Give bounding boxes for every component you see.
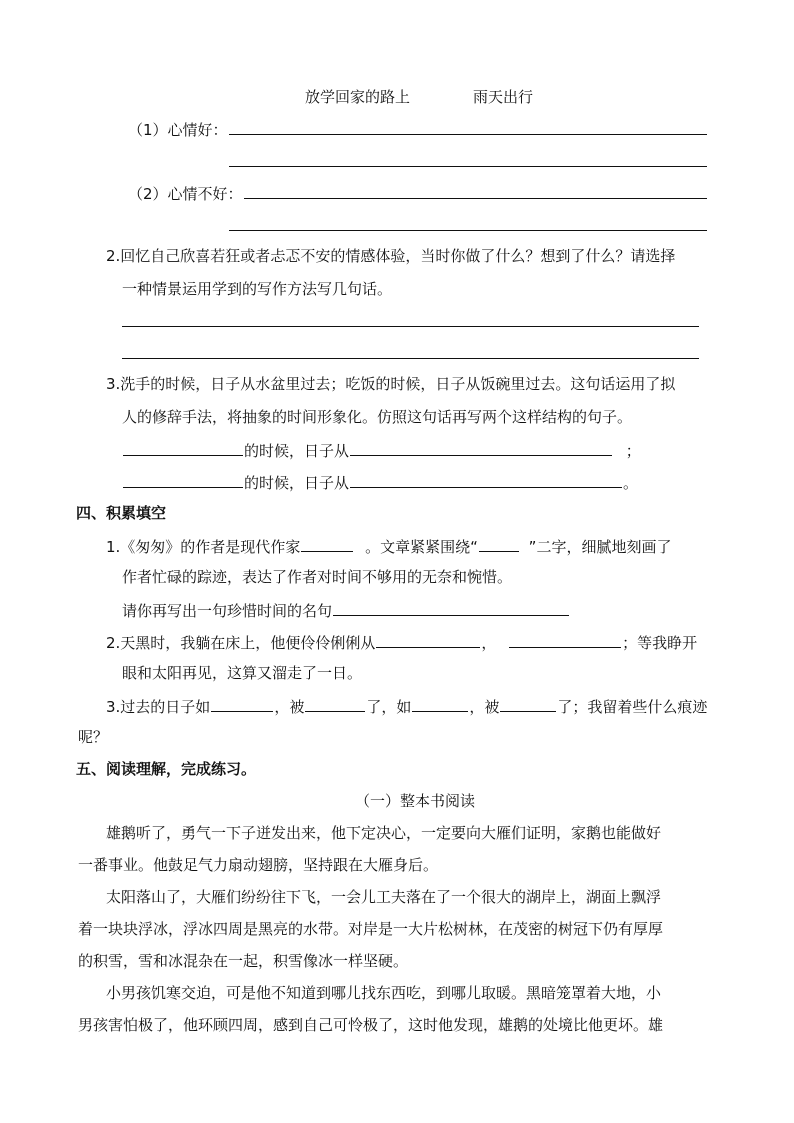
s4-q1-line-1: 1.《匆匆》的作者是现代作家 。文章紧紧围绕“ ”二字，细腻地刻画了 [106,535,671,557]
section-5-subheading: （一）整本书阅读 [355,792,476,810]
blank[interactable] [479,535,519,552]
blank[interactable] [350,439,612,456]
section-4-heading: 四、积累填空 [76,504,167,522]
blank[interactable] [376,631,480,648]
passage-line: 的积雪，雪和冰混杂在一起，积雪像冰一样坚硬。 [78,952,409,970]
s4-q1-line-2: 作者忙碌的踪迹，表达了作者对时间不够用的无奈和惋惜。 [122,568,513,586]
s4-q3-line-2: 呢？ [78,728,109,746]
passage-line: 着一块块浮冰，浮冰四周是黑亮的水带。对岸是一大片松树林，在茂密的树冠下仍有厚厚 [78,920,664,938]
answer-line[interactable] [122,358,699,359]
blank[interactable] [333,599,569,616]
answer-line[interactable] [229,134,707,135]
passage-line: 一番事业。他鼓足气力扇动翅膀，坚持跟在大雁身后。 [78,856,439,874]
header-left: 放学回家的路上 [305,88,411,106]
header-right: 雨天出行 [473,88,534,106]
q2-line-1: 2.回忆自己欣喜若狂或者忐忑不安的情感体验，当时你做了什么？想到了什么？请选择 [106,247,676,265]
q3-fill-sentence-1: 的时候，日子从 ； [122,439,641,461]
answer-line[interactable] [229,166,707,167]
q3-line-1: 3.洗手的时候，日子从水盆里过去；吃饭的时候，日子从饭碗里过去。这句话运用了拟 [106,375,676,393]
answer-line[interactable] [244,198,707,199]
s4-q3-line-1: 3.过去的日子如 ，被 了，如 ，被 了；我留着些什么痕迹 [106,695,707,717]
answer-line[interactable] [229,230,707,231]
passage-line: 小男孩饥寒交迫，可是他不知道到哪儿找东西吃，到哪儿取暖。黑暗笼罩着大地，小 [106,984,662,1002]
answer-line[interactable] [122,326,699,327]
blank[interactable] [211,695,273,712]
q1-item-bad-mood: （2）心情不好： [128,185,243,203]
blank[interactable] [123,439,243,456]
passage-line: 雄鹅听了，勇气一下子迸发出来，他下定决心，一定要向大雁们证明，家鹅也能做好 [106,824,662,842]
s4-q2-line-2: 眼和太阳再见，这算又溜走了一日。 [122,664,363,682]
passage-line: 男孩害怕极了，他环顾四周，感到自己可怜极了，这时他发现，雄鹅的处境比他更坏。雄 [78,1016,664,1034]
s4-q2-line-1: 2.天黑时，我躺在床上，他便伶伶俐俐从 ， ；等我睁开 [106,631,697,653]
blank[interactable] [301,535,353,552]
q3-line-2: 人的修辞手法，将抽象的时间形象化。仿照这句话再写两个这样结构的句子。 [122,408,633,426]
blank[interactable] [500,695,556,712]
q2-line-2: 一种情景运用学到的写作方法写几句话。 [122,280,393,298]
section-5-heading: 五、阅读理解，完成练习。 [76,760,257,778]
blank[interactable] [509,631,621,648]
q3-fill-sentence-2: 的时候，日子从 。 [122,471,638,493]
passage-line: 太阳落山了，大雁们纷纷往下飞，一会儿工夫落在了一个很大的湖岸上，湖面上飘浮 [106,888,662,906]
q1-item-good-mood: （1）心情好： [128,121,228,139]
blank[interactable] [305,695,365,712]
blank[interactable] [350,471,622,488]
blank[interactable] [412,695,468,712]
s4-q1-line-3: 请你再写出一句珍惜时间的名句 [122,599,570,621]
blank[interactable] [123,471,243,488]
